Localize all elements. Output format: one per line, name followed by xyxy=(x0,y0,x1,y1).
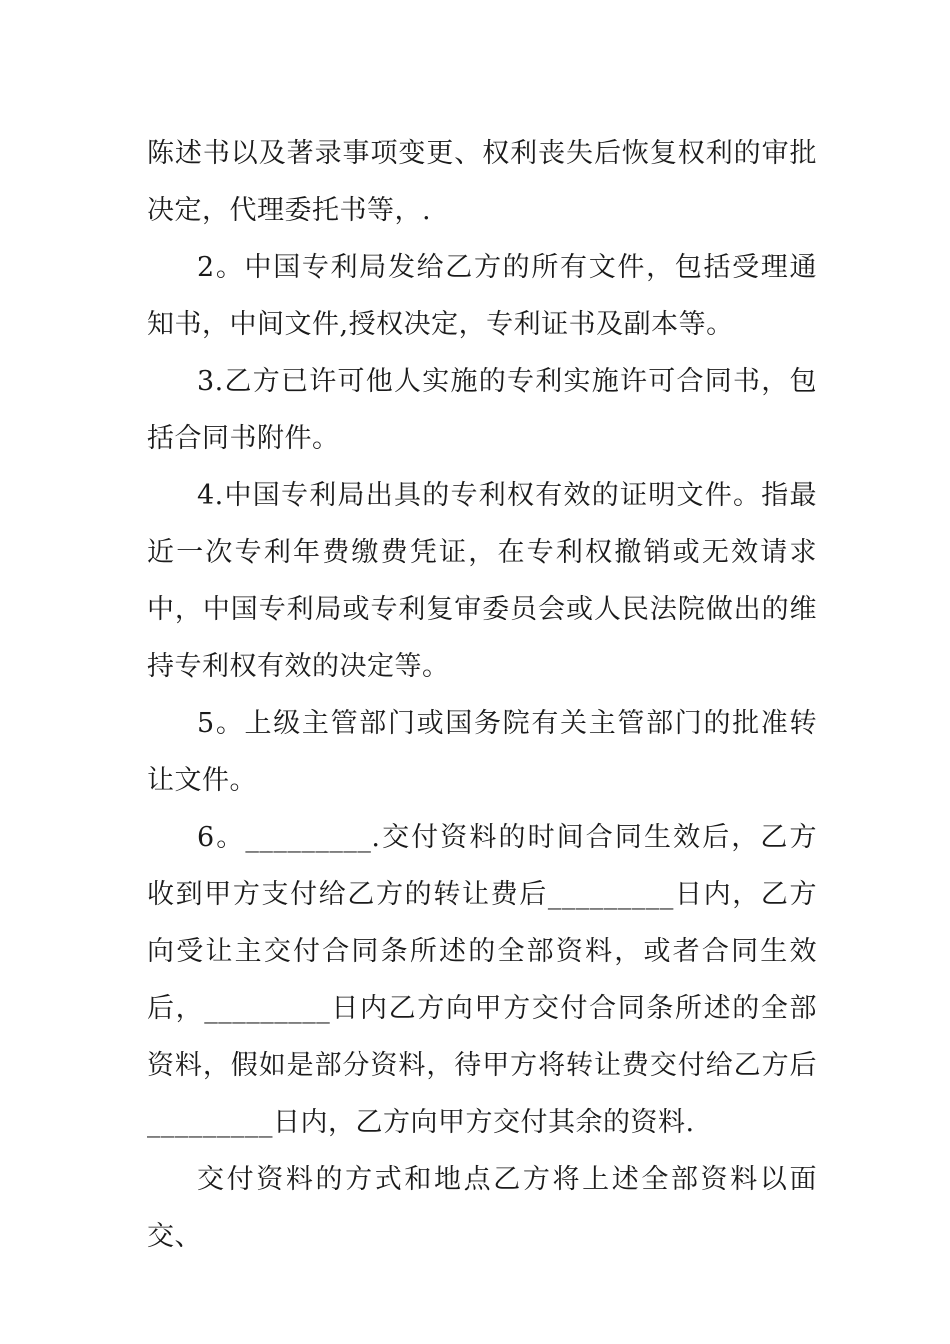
paragraph-item-6: 6。_________.交付资料的时间合同生效后，乙方收到甲方支付给乙方的转让费后_________日内，乙方向受让主交付合同条所述的全部资料，或者合同生效后，_________日内乙方向甲方交付合同条所述的全部资料，假如是部分资料，待甲方将转让费交付给乙方后_________日内，乙方向甲方交付其余的资料. xyxy=(147,822,817,1138)
paragraph-continuation: 陈述书以及著录事项变更、权利丧失后恢复权利的审批决定，代理委托书等，. xyxy=(147,138,817,226)
document-body xyxy=(147,125,817,1265)
paragraph-delivery-method: 交付资料的方式和地点乙方将上述全部资料以面交、 xyxy=(147,1164,817,1252)
paragraph-item-5: 5。上级主管部门或国务院有关主管部门的批准转让文件。 xyxy=(147,708,817,796)
paragraph-item-2: 2。中国专利局发给乙方的所有文件，包括受理通知书，中间文件,授权决定，专利证书及副本等。 xyxy=(147,252,817,340)
paragraph-item-3: 3.乙方已许可他人实施的专利实施许可合同书，包括合同书附件。 xyxy=(147,366,817,454)
paragraph-item-4: 4.中国专利局出具的专利权有效的证明文件。指最近一次专利年费缴费凭证，在专利权撤销或无效请求中，中国专利局或专利复审委员会或人民法院做出的维持专利权有效的决定等。 xyxy=(147,480,817,682)
